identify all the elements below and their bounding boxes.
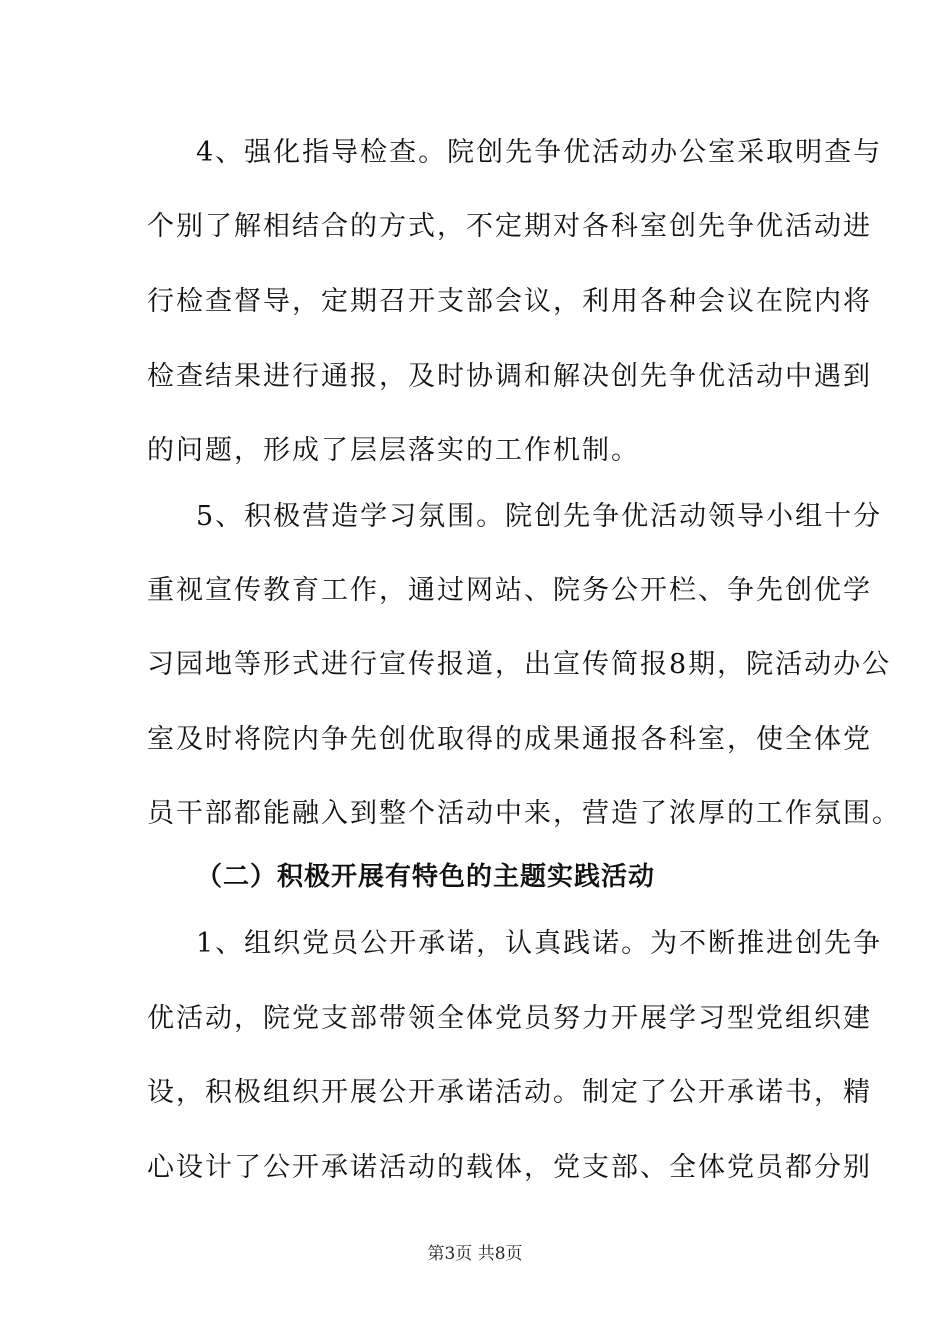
section-heading: （二）积极开展有特色的主题实践活动 xyxy=(196,862,656,892)
paragraph-1-line-2: 个别了解相结合的方式，不定期对各科室创先争优活动进 xyxy=(147,211,872,242)
paragraph-1-line-1: 4、强化指导检查。院创先争优活动办公室采取明查与 xyxy=(196,137,883,168)
paragraph-2-line-5: 员干部都能融入到整个活动中来，营造了浓厚的工作氛围。 xyxy=(147,798,901,829)
page-number-footer: 第3页 共8页 xyxy=(427,1244,523,1264)
paragraph-3-line-4: 心设计了公开承诺活动的载体，党支部、全体党员都分别 xyxy=(147,1152,872,1183)
paragraph-2-line-3: 习园地等形式进行宣传报道，出宣传简报8期，院活动办公 xyxy=(147,649,892,680)
paragraph-3-line-3: 设，积极组织开展公开承诺活动。制定了公开承诺书，精 xyxy=(147,1077,872,1108)
paragraph-3-line-2: 优活动，院党支部带领全体党员努力开展学习型党组织建 xyxy=(147,1003,872,1034)
paragraph-2-line-4: 室及时将院内争先创优取得的成果通报各科室，使全体党 xyxy=(147,724,872,755)
paragraph-3-line-1: 1、组织党员公开承诺，认真践诺。为不断推进创先争 xyxy=(196,928,883,959)
paragraph-2-line-2: 重视宣传教育工作，通过网站、院务公开栏、争先创优学 xyxy=(147,575,872,606)
paragraph-1-line-5: 的问题，形成了层层落实的工作机制。 xyxy=(147,435,640,466)
paragraph-2-line-1: 5、积极营造学习氛围。院创先争优活动领导小组十分 xyxy=(196,501,883,532)
paragraph-1-line-3: 行检查督导，定期召开支部会议，利用各种会议在院内将 xyxy=(147,286,872,317)
paragraph-1-line-4: 检查结果进行通报，及时协调和解决创先争优活动中遇到 xyxy=(147,361,872,392)
